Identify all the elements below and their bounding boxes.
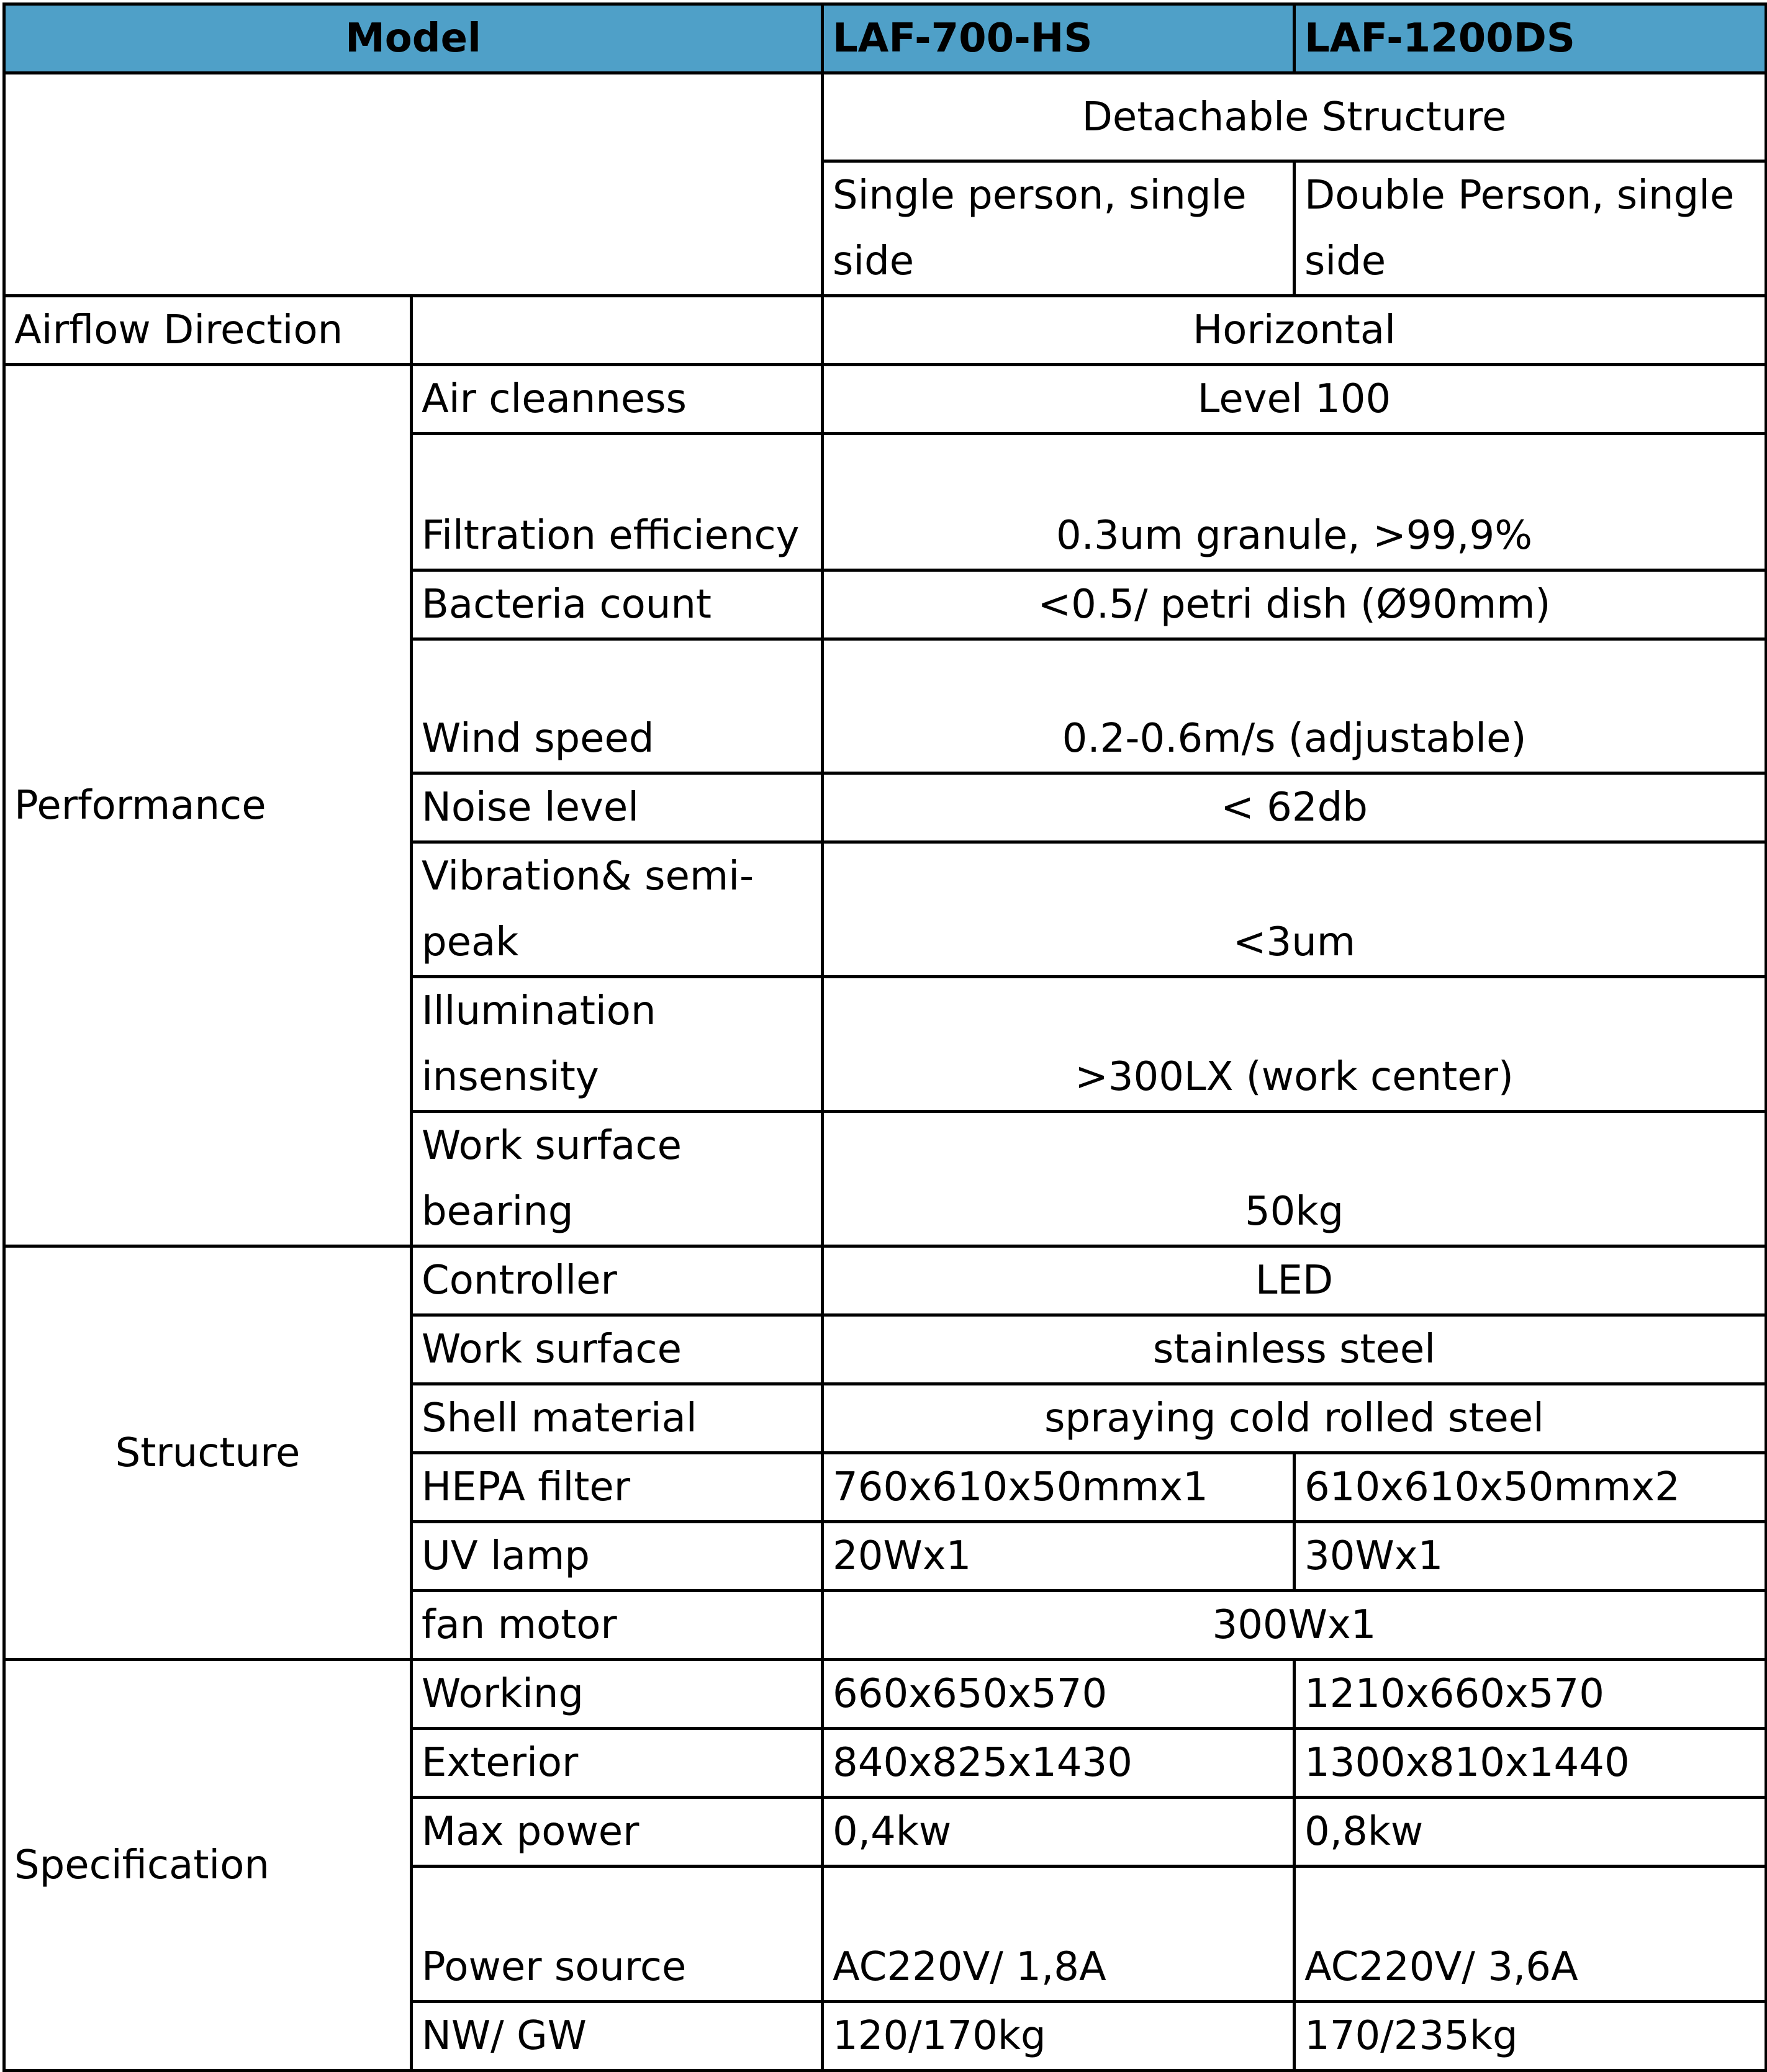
- row-value-b: AC220V/ 3,6A: [1295, 1867, 1766, 2002]
- row-value-a: 840x825x1430: [823, 1729, 1295, 1798]
- row-label: Exterior: [412, 1729, 823, 1798]
- row-value: LED: [823, 1246, 1766, 1315]
- row-value-a: AC220V/ 1,8A: [823, 1867, 1295, 2002]
- structure-type: Detachable Structure: [823, 73, 1766, 161]
- row-value: 50kg: [823, 1112, 1766, 1246]
- row-label: Air cleanness: [412, 365, 823, 434]
- row-value-a: 0,4kw: [823, 1798, 1295, 1867]
- row-label: Filtration efficiency: [412, 434, 823, 570]
- row-label: Shell material: [412, 1384, 823, 1453]
- row-label: Vibration& semi-peak: [412, 842, 823, 977]
- row-value: spraying cold rolled steel: [823, 1384, 1766, 1453]
- row-value-b: 30Wx1: [1295, 1522, 1766, 1591]
- row-label: Controller: [412, 1246, 823, 1315]
- row-value-b: 1300x810x1440: [1295, 1729, 1766, 1798]
- row-value: <3um: [823, 842, 1766, 977]
- row-label: fan motor: [412, 1591, 823, 1660]
- table-row: [4, 365, 1766, 434]
- airflow-row: [4, 296, 1766, 365]
- row-label: Work surface: [412, 1315, 823, 1384]
- row-label: Power source: [412, 1867, 823, 2002]
- row-label: Illumination insensity: [412, 977, 823, 1112]
- group-performance: Performance: [4, 365, 412, 1246]
- row-value-b: 610x610x50mmx2: [1295, 1453, 1766, 1522]
- table-row: [4, 1660, 1766, 1729]
- row-value: 0.2-0.6m/s (adjustable): [823, 639, 1766, 773]
- row-value: Level 100: [823, 365, 1766, 434]
- airflow-label: Airflow Direction: [4, 296, 412, 365]
- structure-type-row: [4, 73, 1766, 161]
- row-label: Bacteria count: [412, 570, 823, 639]
- row-label: Wind speed: [412, 639, 823, 773]
- row-label: NW/ GW: [412, 2002, 823, 2071]
- row-value: <0.5/ petri dish (Ø90mm): [823, 570, 1766, 639]
- row-value: 300Wx1: [823, 1591, 1766, 1660]
- group-specification: Specification: [4, 1660, 412, 2071]
- airflow-blank: [412, 296, 823, 365]
- blank-cell: [4, 73, 823, 296]
- row-value: stainless steel: [823, 1315, 1766, 1384]
- model-header: Model: [4, 4, 823, 73]
- row-value-b: 0,8kw: [1295, 1798, 1766, 1867]
- row-value-a: 760x610x50mmx1: [823, 1453, 1295, 1522]
- row-label: Working: [412, 1660, 823, 1729]
- airflow-value: Horizontal: [823, 296, 1766, 365]
- table-row: [4, 1246, 1766, 1315]
- row-value-a: 120/170kg: [823, 2002, 1295, 2071]
- row-value-b: 1210x660x570: [1295, 1660, 1766, 1729]
- row-value: >300LX (work center): [823, 977, 1766, 1112]
- model-b-header: LAF-1200DS: [1295, 4, 1766, 73]
- row-value: < 62db: [823, 773, 1766, 842]
- model-a-header: LAF-700-HS: [823, 4, 1295, 73]
- row-label: HEPA filter: [412, 1453, 823, 1522]
- spec-table: [2, 2, 1767, 2072]
- row-label: Max power: [412, 1798, 823, 1867]
- persons-a: Single person, single side: [823, 161, 1295, 296]
- row-value: 0.3um granule, >99,9%: [823, 434, 1766, 570]
- row-label: Noise level: [412, 773, 823, 842]
- row-value-b: 170/235kg: [1295, 2002, 1766, 2071]
- row-value-a: 660x650x570: [823, 1660, 1295, 1729]
- persons-b: Double Person, single side: [1295, 161, 1766, 296]
- group-structure: Structure: [4, 1246, 412, 1660]
- header-row: [4, 4, 1766, 73]
- row-value-a: 20Wx1: [823, 1522, 1295, 1591]
- row-label: Work surface bearing: [412, 1112, 823, 1246]
- row-label: UV lamp: [412, 1522, 823, 1591]
